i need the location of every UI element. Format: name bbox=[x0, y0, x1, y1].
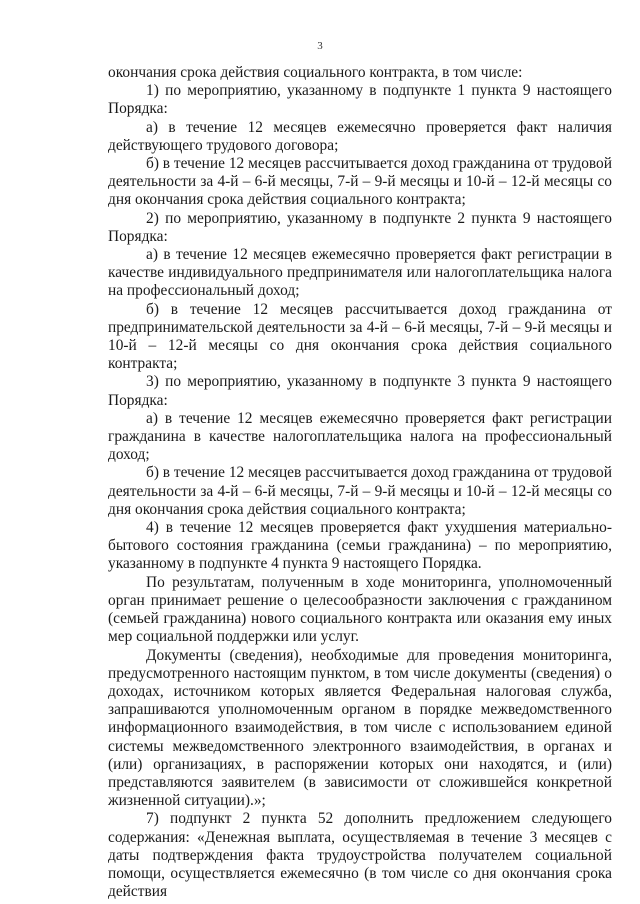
paragraph: 2) по мероприятию, указанному в подпункте 2 пункта 9 настоящего Порядка: bbox=[108, 209, 612, 245]
paragraph: а) в течение 12 месяцев ежемесячно проверяется факт регистрации гражданина в качестве налогоплательщика налога на профессиональный доход; bbox=[108, 409, 612, 464]
paragraph: 3) по мероприятию, указанному в подпункте 3 пункта 9 настоящего Порядка: bbox=[108, 373, 612, 409]
paragraph: б) в течение 12 месяцев рассчитывается доход гражданина от предпринимательской деятельности за 4-й – 6-й месяцы, 7-й – 9-й месяцы и 10-й – 12-й месяцы со дня окончания срока действия социального контракта; bbox=[108, 300, 612, 373]
paragraph: а) в течение 12 месяцев ежемесячно проверяется факт регистрации в качестве индивидуального предпринимателя или налогоплательщика налога на профессиональный доход; bbox=[108, 246, 612, 300]
paragraph: б) в течение 12 месяцев рассчитывается доход гражданина от трудовой деятельности за 4-й – 6-й месяцы, 7-й – 9-й месяцы и 10-й – 12-й месяцы со дня окончания срока действия социального контракта; bbox=[108, 464, 612, 518]
paragraph: 4) в течение 12 месяцев проверяется факт ухудшения материально-бытового состояния гражданина (семьи гражданина) – по мероприятию, указанному в подпункте 4 пункта 9 настоящего Порядка. bbox=[108, 519, 612, 573]
paragraph: Документы (сведения), необходимые для проведения мониторинга, предусмотренного настоящим пунктом, в том числе документы (сведения) о доходах, источником которых является Федеральная налоговая служба, запрашиваются уполномоченным органом в порядке межведомственного информационного взаимодействия, в том числе с использованием единой системы межведомственного электронного взаимодействия, в органах и (или) организациях, в распоряжении которых они находятся, и (или) представляются заявителем (в зависимости от сложившейся конкретной жизненной ситуации).»; bbox=[108, 646, 612, 810]
paragraph: 7) подпункт 2 пункта 52 дополнить предложением следующего содержания: «Денежная выплата, осуществляемая в течение 3 месяцев с даты подтверждения факта трудоустройства получателем социальной помощи, осуществляется ежемесячно (в том числе со дня окончания срока действия bbox=[108, 810, 612, 901]
paragraph: По результатам, полученным в ходе мониторинга, уполномоченный орган принимает решение о целесообразности заключения с гражданином (семьей гражданина) нового социального контракта или оказания ему иных мер социальной поддержки или услуг. bbox=[108, 573, 612, 646]
page-number: 3 bbox=[317, 40, 323, 52]
document-body bbox=[108, 64, 612, 901]
paragraph: окончания срока действия социального контракта, в том числе: bbox=[108, 64, 523, 81]
paragraph: б) в течение 12 месяцев рассчитывается доход гражданина от трудовой деятельности за 4-й – 6-й месяцы, 7-й – 9-й месяцы и 10-й – 12-й месяцы со дня окончания срока действия социального контракта; bbox=[108, 155, 612, 209]
paragraph: 1) по мероприятию, указанному в подпункте 1 пункта 9 настоящего Порядка: bbox=[108, 82, 612, 118]
paragraph: а) в течение 12 месяцев ежемесячно проверяется факт наличия действующего трудового договора; bbox=[108, 118, 612, 154]
